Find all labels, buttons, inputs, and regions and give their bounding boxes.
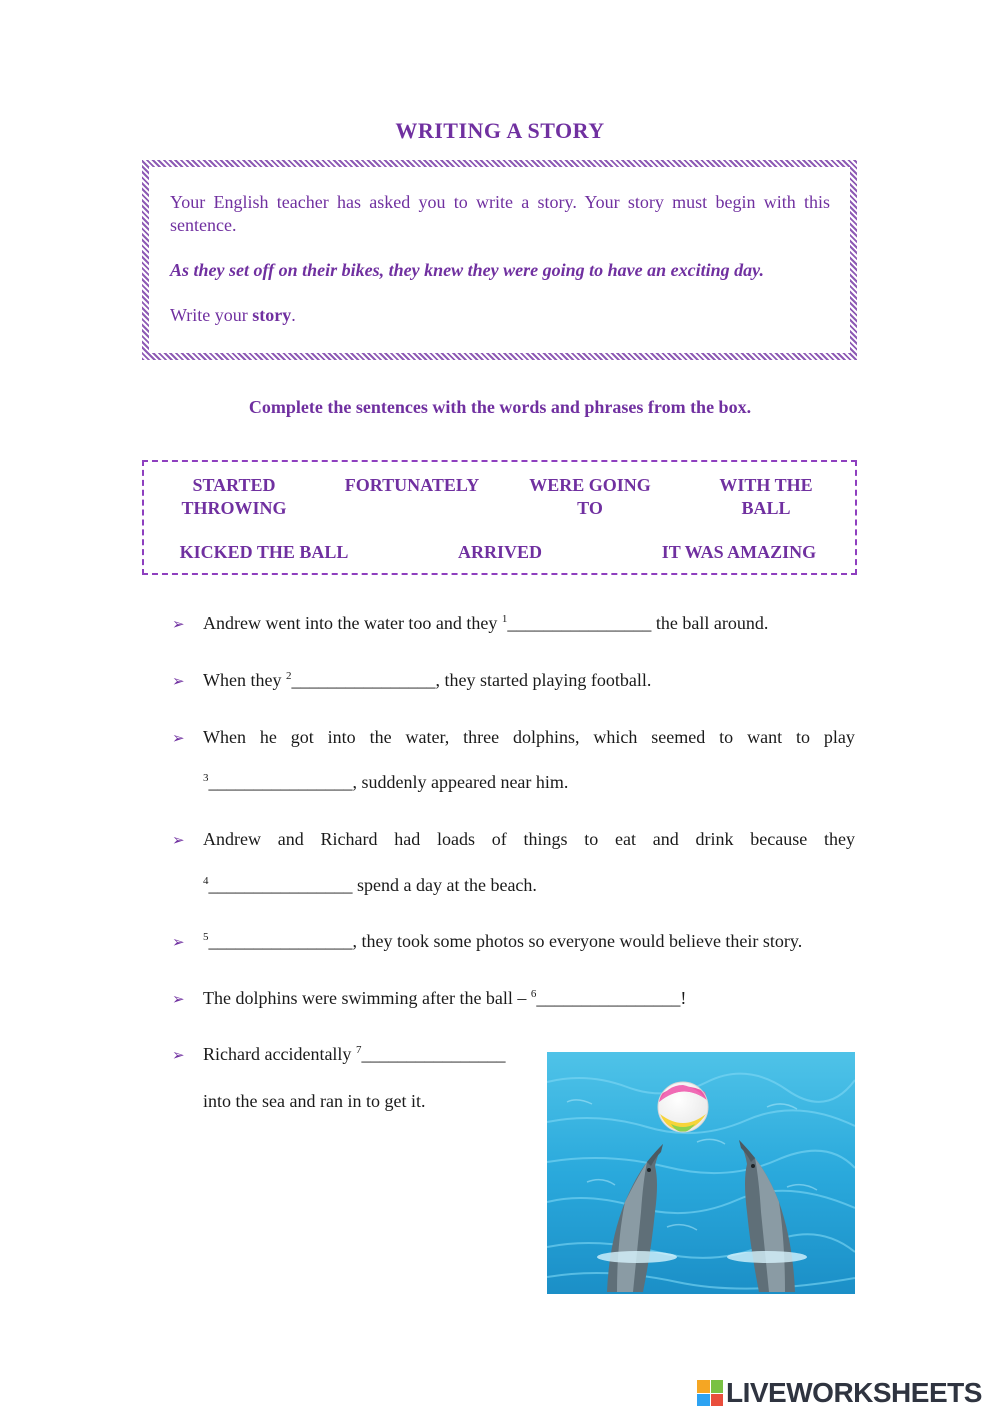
sentence-1 bbox=[203, 613, 768, 634]
gap-3[interactable]: ________________ bbox=[208, 772, 353, 792]
word-line: WERE GOING bbox=[529, 475, 651, 495]
sentence-word: had bbox=[394, 829, 421, 849]
logo-mark-icon bbox=[697, 1380, 723, 1406]
sentence-word: loads bbox=[436, 829, 475, 849]
sentence-word: which bbox=[593, 727, 638, 747]
sentence-text: ! bbox=[680, 988, 687, 1008]
gap-6[interactable]: ________________ bbox=[536, 988, 681, 1008]
sentence-word: the bbox=[369, 727, 392, 747]
logo-text: LIVEWORKSHEETS bbox=[726, 1377, 982, 1408]
gap-number: 6 bbox=[530, 988, 537, 1000]
word-line: KICKED THE BALL bbox=[179, 542, 349, 562]
gap-number: 2 bbox=[285, 670, 292, 682]
sentence-word: eat bbox=[615, 829, 636, 849]
task-first-sentence: As they set off on their bikes, they knew they were going to have an exciting day. bbox=[170, 260, 764, 280]
gap-number: 1 bbox=[501, 613, 508, 625]
word-line: FORTUNATELY bbox=[344, 475, 480, 495]
sentence-3-line-1 bbox=[203, 727, 855, 748]
sentence-word: they bbox=[823, 829, 855, 849]
worksheet-title: WRITING A STORY bbox=[395, 118, 605, 143]
sentence-word: When bbox=[203, 727, 246, 747]
sentence-word: drink bbox=[695, 829, 734, 849]
sentence-4-line-1 bbox=[203, 829, 855, 850]
word-were-going-to bbox=[516, 474, 664, 520]
sentence-word: play bbox=[823, 727, 855, 747]
gap-number: 7 bbox=[355, 1044, 362, 1056]
sentence-word: got bbox=[290, 727, 314, 747]
sentence-2 bbox=[203, 670, 651, 691]
write-bold: story bbox=[252, 305, 292, 325]
sentence-text: When they bbox=[203, 670, 286, 690]
gap-5[interactable]: ________________ bbox=[208, 931, 353, 951]
word-box bbox=[142, 460, 857, 575]
sentence-word: to bbox=[584, 829, 599, 849]
bullet-arrow-icon: ➢ bbox=[172, 831, 185, 849]
word-kicked-the-ball bbox=[164, 541, 364, 564]
bullet-arrow-icon: ➢ bbox=[172, 990, 185, 1008]
bullet-arrow-icon: ➢ bbox=[172, 615, 185, 633]
bullet-arrow-icon: ➢ bbox=[172, 672, 185, 690]
gap-7[interactable]: ________________ bbox=[361, 1044, 506, 1064]
gap-2[interactable]: ________________ bbox=[291, 670, 436, 690]
sentence-word: Richard bbox=[320, 829, 378, 849]
sentence-6 bbox=[203, 988, 686, 1009]
sentence-word: into bbox=[327, 727, 356, 747]
word-with-the-ball bbox=[704, 474, 828, 520]
word-line: THROWING bbox=[181, 498, 287, 518]
word-fortunately bbox=[332, 474, 492, 497]
word-line: ARRIVED bbox=[457, 542, 542, 562]
word-arrived bbox=[444, 541, 556, 564]
sentence-word: of bbox=[491, 829, 507, 849]
bullet-arrow-icon: ➢ bbox=[172, 933, 185, 951]
word-line: IT WAS AMAZING bbox=[661, 542, 817, 562]
sentence-word: because bbox=[750, 829, 808, 849]
sentence-word: to bbox=[795, 727, 810, 747]
instruction: Complete the sentences with the words and phrases from the box. bbox=[248, 397, 752, 417]
sentence-text: Richard accidentally bbox=[203, 1044, 356, 1064]
bullet-arrow-icon: ➢ bbox=[172, 1046, 185, 1064]
gap-number: 5 bbox=[203, 931, 209, 943]
sentence-word: things bbox=[523, 829, 568, 849]
sentence-word: Andrew bbox=[203, 829, 261, 849]
sentence-7-line-2: into the sea and ran in to get it. bbox=[203, 1091, 426, 1111]
sentence-word: dolphins, bbox=[513, 727, 580, 747]
sentence-5 bbox=[203, 931, 802, 952]
sentence-text: the ball around. bbox=[651, 613, 769, 633]
dolphins-with-beach-ball-icon bbox=[547, 1052, 855, 1294]
sentence-3-line-2 bbox=[203, 772, 568, 793]
sentence-word: and bbox=[277, 829, 304, 849]
sentence-text: , they started playing football. bbox=[435, 670, 652, 690]
sentence-word: want bbox=[747, 727, 783, 747]
word-line: BALL bbox=[741, 498, 791, 518]
sentence-word: he bbox=[259, 727, 277, 747]
dolphins-photo bbox=[547, 1052, 855, 1294]
sentence-text: , they took some photos so everyone would believe their story. bbox=[352, 931, 803, 951]
task-intro: Your English teacher has asked you to write a story. Your story must begin with this sentence. bbox=[170, 192, 830, 235]
write-prefix: Write your bbox=[170, 305, 253, 325]
task-write-line bbox=[170, 304, 830, 327]
sentence-4-line-2 bbox=[203, 875, 537, 896]
sentence-word: to bbox=[719, 727, 734, 747]
sentence-word: and bbox=[652, 829, 679, 849]
word-line: STARTED bbox=[192, 475, 276, 495]
bullet-arrow-icon: ➢ bbox=[172, 729, 185, 747]
sentence-text: spend a day at the beach. bbox=[352, 875, 537, 895]
sentence-word: three bbox=[463, 727, 500, 747]
gap-number: 4 bbox=[203, 875, 209, 887]
gap-1[interactable]: ________________ bbox=[507, 613, 652, 633]
sentence-word: water, bbox=[405, 727, 450, 747]
task-box bbox=[142, 160, 857, 360]
gap-number: 3 bbox=[203, 772, 209, 784]
word-line: TO bbox=[577, 498, 603, 518]
liveworksheets-logo bbox=[697, 1377, 982, 1409]
sentence-text: Andrew went into the water too and they bbox=[203, 613, 502, 633]
sentence-text: The dolphins were swimming after the ball – bbox=[203, 988, 531, 1008]
sentence-word: seemed bbox=[651, 727, 706, 747]
word-line: WITH THE bbox=[719, 475, 813, 495]
word-it-was-amazing bbox=[644, 541, 834, 564]
write-suffix: . bbox=[291, 305, 296, 325]
gap-4[interactable]: ________________ bbox=[208, 875, 353, 895]
sentence-text: , suddenly appeared near him. bbox=[352, 772, 569, 792]
word-started-throwing bbox=[164, 474, 304, 520]
sentence-7-line-1 bbox=[203, 1044, 505, 1065]
